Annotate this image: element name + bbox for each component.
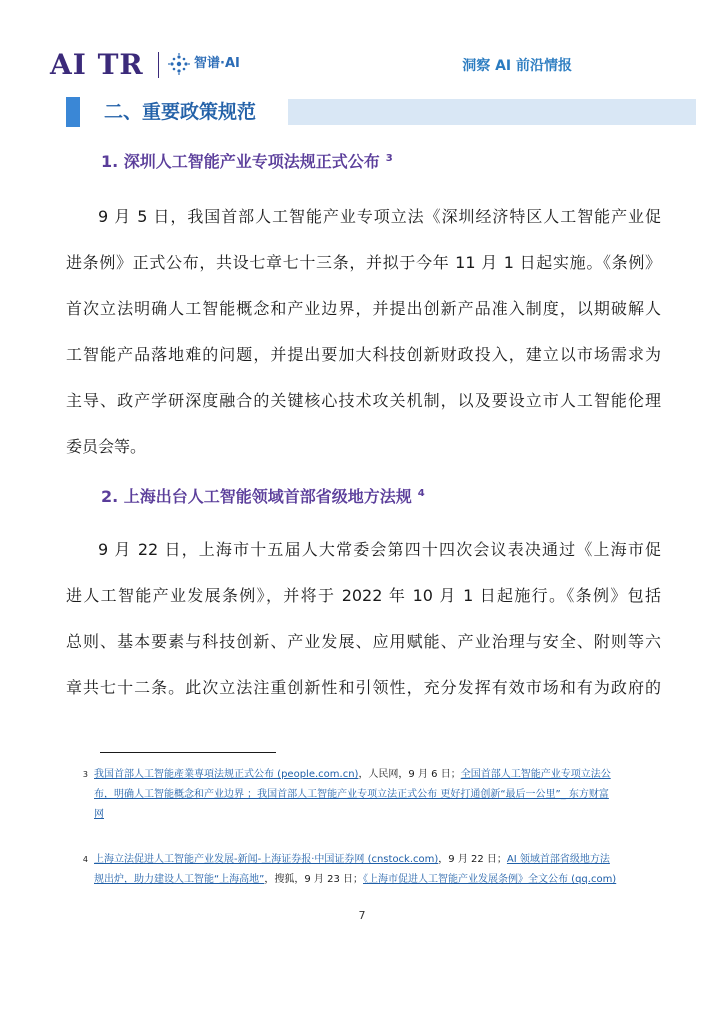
paragraph-shanghai [66, 527, 661, 711]
footnote-link[interactable]: 网 [94, 809, 104, 820]
paragraph-line: 进条例》正式公布，共设七章七十三条，并拟于今年 11 月 1 日起实施。《条例》 [66, 253, 661, 272]
footnote-link[interactable]: 我国首部人工智能產業専項法规正式公布 (people.com.cn) [94, 769, 359, 780]
footnote-number: 3 [82, 770, 88, 779]
footnote-separator [100, 752, 276, 753]
paragraph-line: 工智能产品落地难的问题，并提出要加大科技创新财政投入，建立以市场需求为 [66, 345, 661, 364]
paragraph-shenzhen [66, 194, 661, 470]
paragraph-line: 9 月 22 日，上海市十五届人大常委会第四十四次会议表决通过《上海市促 [98, 540, 661, 559]
paragraph-line: 总则、基本要素与科技创新、产业发展、应用赋能、产业治理与安全、附则等六 [66, 632, 661, 651]
footnote-text: ，搜狐，9 月 23 日； [264, 874, 363, 885]
paragraph-line: 章共七十二条。此次立法注重创新性和引领性，充分发挥有效市场和有为政府的 [66, 678, 661, 697]
footnote-3 [66, 765, 666, 825]
paragraph-line: 首次立法明确人工智能概念和产业边界，并提出创新产品准入制度，以期破解人 [66, 299, 661, 318]
paragraph-line: 9 月 5 日，我国首部人工智能产业专项立法《深圳经济特区人工智能产业促 [98, 207, 661, 226]
footnote-text: ，人民网，9 月 6 日； [358, 769, 461, 780]
footnote-line [66, 805, 666, 825]
footnote-link[interactable]: 全国首部人工智能产业专项立法公 [460, 769, 611, 780]
zhipu-logo-text: 智谱·AI [194, 56, 240, 71]
footnote-text: ，9 月 22 日； [438, 854, 507, 865]
paragraph-line: 进人工智能产业发展条例》，并将于 2022 年 10 月 1 日起施行。《条例》包括 [66, 586, 661, 605]
footnote-link[interactable]: 布，明确人工智能概念和产业边界 ；我国首部人工智能产业专项立法正式公布 更好打通创新“最后一公里”_ 东方财富 [94, 789, 609, 800]
subsection-title-shenzhen [101, 150, 393, 174]
footnote-4 [66, 850, 666, 890]
paragraph-line: 主导、政产学研深度融合的关键核心技术攻关机制，以及要设立市人工智能伦理 [66, 391, 661, 410]
footnote-link[interactable]: 规出炉，助力建设人工智能“上海高地” [94, 874, 265, 885]
logo-divider [158, 52, 159, 78]
footnote-ref[interactable]: 4 [417, 487, 425, 499]
section-accent-bar [66, 97, 80, 127]
aitr-logo: AI TR [50, 48, 144, 81]
section-heading-background [288, 99, 696, 125]
footnote-ref[interactable]: 3 [385, 152, 393, 164]
footnote-link[interactable]: 上海立法促进人工智能产业发展-新闻-上海证券报·中国证券网 (cnstock.com) [94, 854, 439, 865]
dots-logo-icon [168, 53, 190, 75]
footnote-link[interactable]: AI 领域首部省级地方法 [506, 854, 610, 865]
subsection-title-text: 2. 上海出台人工智能领域首部省级地方法规 [101, 487, 412, 506]
subsection-title-text: 1. 深圳人工智能产业专项法规正式公布 [101, 152, 380, 171]
section-heading [66, 97, 696, 127]
footnote-line [66, 870, 666, 890]
footnote-link[interactable]: 《上海市促进人工智能产业发展条例》全文公布 (qq.com) [363, 874, 617, 885]
subsection-title-shanghai [101, 485, 425, 509]
footnote-line [66, 765, 666, 785]
footnote-line [66, 785, 666, 805]
paragraph-line: 委员会等。 [66, 437, 147, 456]
footnote-number: 4 [82, 855, 88, 864]
page-header [0, 0, 724, 90]
footnote-line [66, 850, 666, 870]
page-number: 7 [358, 909, 366, 922]
section-title: 二、重要政策规范 [104, 101, 257, 123]
zhipu-logo [168, 53, 240, 75]
header-tagline: 洞察 AI 前沿情报 [462, 58, 572, 74]
